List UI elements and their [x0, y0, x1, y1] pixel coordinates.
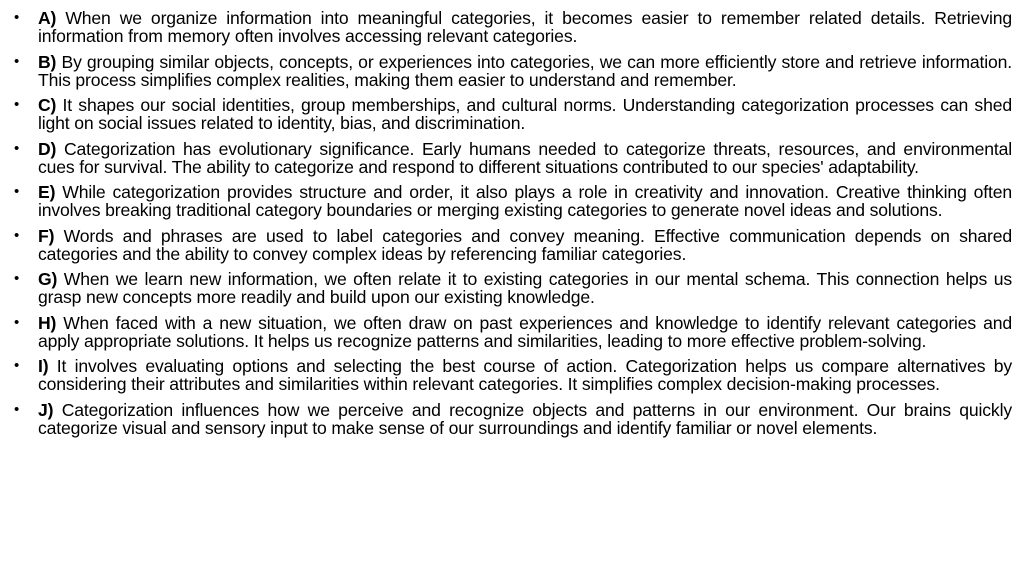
bullet-icon: • [14, 139, 20, 157]
bullet-icon: • [14, 313, 20, 331]
item-text: It involves evaluating options and selecting the best course of action. Categorization helps us compare alternatives by considering their attributes and similarities within relevant categories. It simplifies complex decision-making processes. [38, 356, 1013, 394]
item-text: Words and phrases are used to label categories and convey meaning. Effective communication depends on shared categories and the ability to convey complex ideas by referencing familiar categories. [38, 225, 1013, 264]
bullet-icon: • [14, 357, 20, 374]
bullet-icon: • [14, 183, 20, 200]
item-key: G) [38, 269, 64, 289]
bullet-item-b [14, 51, 1012, 90]
item-key: C) [38, 95, 63, 115]
item-text: When we organize information into meaningful categories, it becomes easier to remember related details. Retrieving information from memory often involves accessing relevant categories. [38, 8, 1012, 46]
bullet-icon: • [14, 270, 20, 287]
bullet-list [14, 8, 1013, 444]
bullet-item-j [14, 399, 1012, 438]
bullet-icon: • [14, 52, 20, 70]
bullet-item-e [14, 182, 1012, 220]
item-key: J) [38, 399, 62, 420]
item-text: Categorization has evolutionary significance. Early humans needed to categorize threats, resources, and environmental cues for survival. The ability to categorize and respond to different situations contributed to our species' adaptability. [38, 138, 1012, 177]
item-text: When faced with a new situation, we often draw on past experiences and knowledge to identify relevant categories and apply appropriate solutions. It helps us recognize patterns and similarities, leading to more effective problem-solving. [38, 312, 1012, 351]
item-key: H) [38, 312, 64, 333]
item-text: It shapes our social identities, group memberships, and cultural norms. Understanding categorization processes can shed light on social issues related to identity, bias, and discrimination. [38, 95, 1012, 133]
bullet-icon: • [14, 96, 20, 113]
bullet-item-h [14, 312, 1012, 351]
bullet-icon: • [14, 400, 20, 418]
bullet-item-g [14, 269, 1012, 307]
item-text: While categorization provides structure and order, it also plays a role in creativity and innovation. Creative thinking often involves breaking traditional category boundaries or merging existing categories to generate novel ideas and solutions. [38, 182, 1012, 220]
item-key: D) [38, 138, 64, 159]
item-key: A) [38, 8, 66, 28]
bullet-icon: • [14, 9, 20, 26]
item-text: By grouping similar objects, concepts, or experiences into categories, we can more efficiently store and retrieve information. This process simplifies complex realities, making them easier to understand and remember. [38, 51, 1012, 90]
bullet-item-i [14, 356, 1013, 394]
item-key: F) [38, 225, 64, 246]
bullet-item-d [14, 138, 1012, 177]
bullet-item-a [14, 8, 1012, 46]
item-key: I) [38, 356, 57, 376]
bullet-item-c [14, 95, 1012, 133]
item-key: B) [38, 51, 62, 72]
bullet-item-f [14, 225, 1013, 264]
item-text: Categorization influences how we perceive and recognize objects and patterns in our environment. Our brains quickly categorize visual and sensory input to make sense of our surroundings and identify familiar or novel elements. [38, 399, 1012, 438]
item-key: E) [38, 182, 63, 202]
bullet-icon: • [14, 226, 20, 244]
item-text: When we learn new information, we often relate it to existing categories in our mental schema. This connection helps us grasp new concepts more readily and build upon our existing knowledge. [38, 269, 1012, 307]
